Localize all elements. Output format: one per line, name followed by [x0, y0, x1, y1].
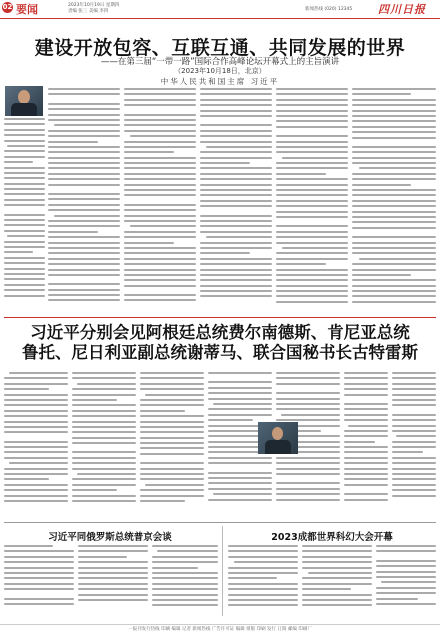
bottom-right-body-column	[302, 545, 372, 615]
bottom-right-body-column	[376, 545, 436, 615]
lead-sidebar-text	[4, 118, 45, 311]
section-divider	[4, 522, 436, 523]
section-name: 要闻	[16, 3, 38, 16]
lead-dateline: （2023年10月18日，北京）	[174, 67, 266, 75]
lead-subheadline: ——在第三届“一带一路”国际合作高峰论坛开幕式上的主旨演讲	[100, 57, 340, 67]
middle-body-column	[140, 372, 204, 512]
middle-portrait-photo	[258, 422, 298, 454]
lead-byline: 中华人民共和国主席 习近平	[160, 77, 280, 86]
bottom-right-body-column	[228, 545, 298, 615]
lead-headline: 建设开放包容、互联互通、共同发展的世界	[34, 37, 406, 59]
middle-body-column	[72, 372, 136, 512]
page-footer: 一报刊发行热线 印刷 编辑 记者 新闻热线 广告许可证 编辑 排版 印刷 发行 订阅 邮编 印刷厂	[0, 624, 440, 635]
lead-body-column	[200, 88, 272, 313]
newspaper-logo: 四川日报	[378, 3, 426, 16]
masthead-date: 2023年10月19日 星期四	[68, 3, 120, 8]
middle-body-column	[392, 372, 436, 512]
bottom-right-headline: 2023成都世界科幻大会开幕	[271, 532, 393, 543]
masthead-meta	[68, 3, 119, 14]
masthead	[0, 0, 440, 19]
bottom-left-body-column	[78, 545, 148, 615]
page-number-badge: 02	[2, 3, 13, 11]
lead-portrait-photo	[5, 86, 43, 116]
masthead-editors: 责编 张三 美编 李四	[68, 8, 109, 14]
lead-body-column	[276, 88, 348, 313]
masthead-contact: 新闻热线 (020) 12345	[305, 7, 353, 12]
middle-headline-line2: 鲁托、尼日利亚副总统谢蒂马、联合国秘书长古特雷斯	[22, 343, 418, 362]
lead-body-column	[48, 88, 120, 313]
lead-body-column	[124, 88, 196, 313]
section-divider	[4, 317, 436, 318]
middle-body-column	[344, 372, 388, 512]
bottom-left-headline: 习近平同俄罗斯总统普京会谈	[48, 532, 172, 543]
middle-headline	[0, 323, 440, 363]
column-divider	[222, 526, 223, 616]
middle-headline-line1: 习近平分别会见阿根廷总统费尔南德斯、肯尼亚总统	[30, 323, 410, 342]
bottom-left-body-column	[4, 545, 74, 615]
bottom-left-body-column	[152, 545, 218, 615]
lead-body-column	[352, 88, 436, 313]
middle-body-column	[4, 372, 68, 512]
